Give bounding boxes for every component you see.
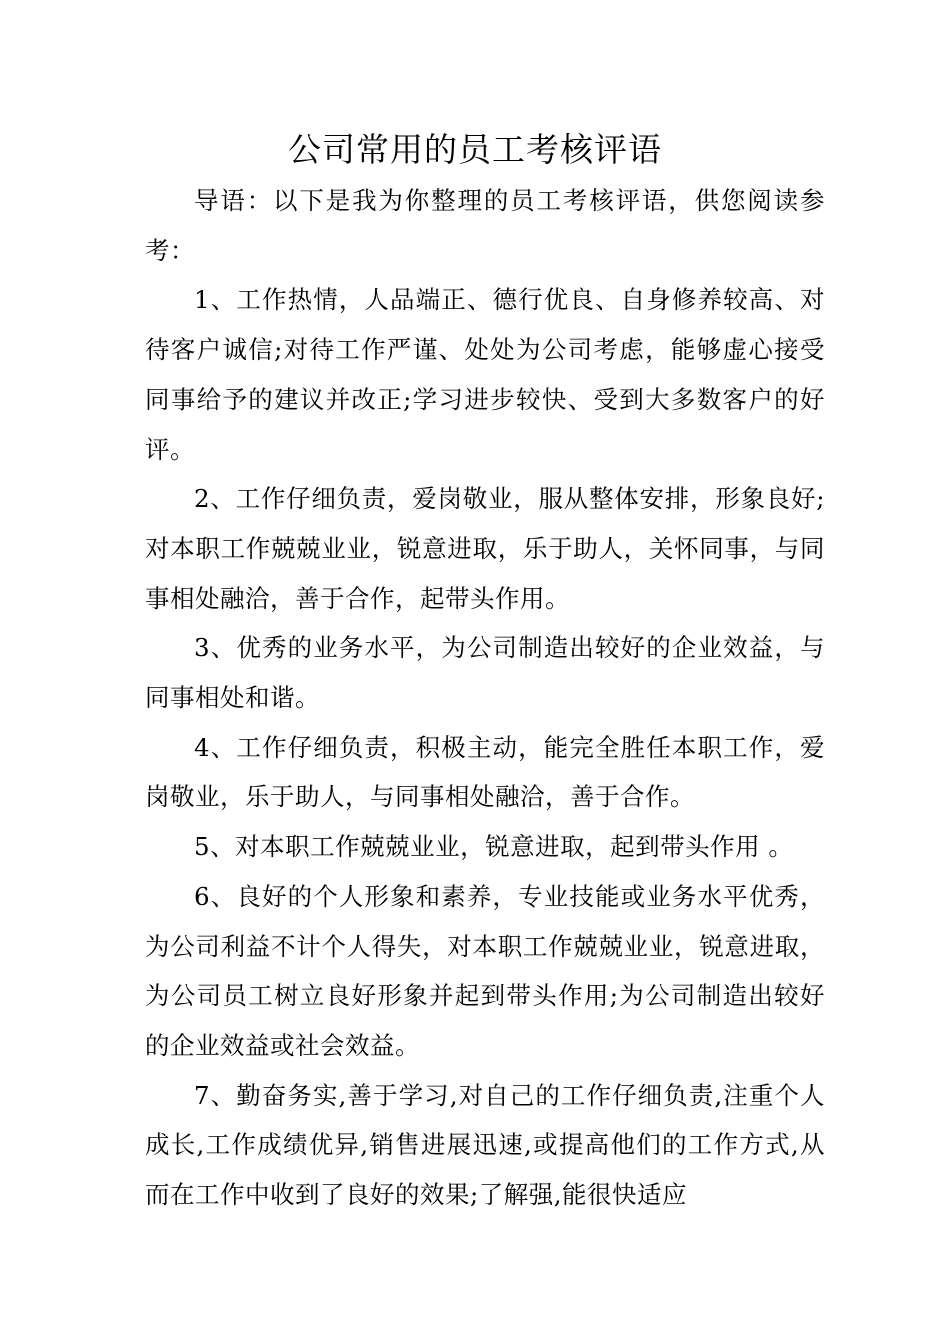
paragraph-item-1: 1、工作热情，人品端正、德行优良、自身修养较高、对待客户诚信;对待工作严谨、处处为公司考虑，能够虚心接受同事给予的建议并改正;学习进步较快、受到大多数客户的好评。	[145, 285, 825, 464]
document-body	[145, 176, 825, 1220]
document-title: 公司常用的员工考核评语	[288, 130, 662, 169]
paragraph-item-6: 6、良好的个人形象和素养，专业技能或业务水平优秀，为公司利益不计个人得失，对本职工作兢兢业业，锐意进取，为公司员工树立良好形象并起到带头作用;为公司制造出较好的企业效益或社会效益。	[145, 881, 825, 1060]
paragraph-item-5: 5、对本职工作兢兢业业，锐意进取，起到带头作用 。	[194, 832, 794, 862]
paragraph-item-2: 2、工作仔细负责，爱岗敬业，服从整体安排，形象良好;对本职工作兢兢业业，锐意进取，乐于助人，关怀同事，与同事相处融洽，善于合作，起带头作用。	[145, 484, 825, 613]
intro-paragraph: 导语：以下是我为你整理的员工考核评语，供您阅读参考：	[145, 186, 825, 265]
paragraph-item-3: 3、优秀的业务水平，为公司制造出较好的企业效益，与同事相处和谐。	[145, 633, 825, 713]
paragraph-item-7: 7、勤奋务实,善于学习,对自己的工作仔细负责,注重个人成长,工作成绩优异,销售进展迅速,或提高他们的工作方式,从而在工作中收到了良好的效果;了解强,能很快适应	[145, 1080, 825, 1210]
paragraph-item-4: 4、工作仔细负责，积极主动，能完全胜任本职工作，爱岗敬业，乐于助人，与同事相处融洽，善于合作。	[145, 732, 825, 812]
